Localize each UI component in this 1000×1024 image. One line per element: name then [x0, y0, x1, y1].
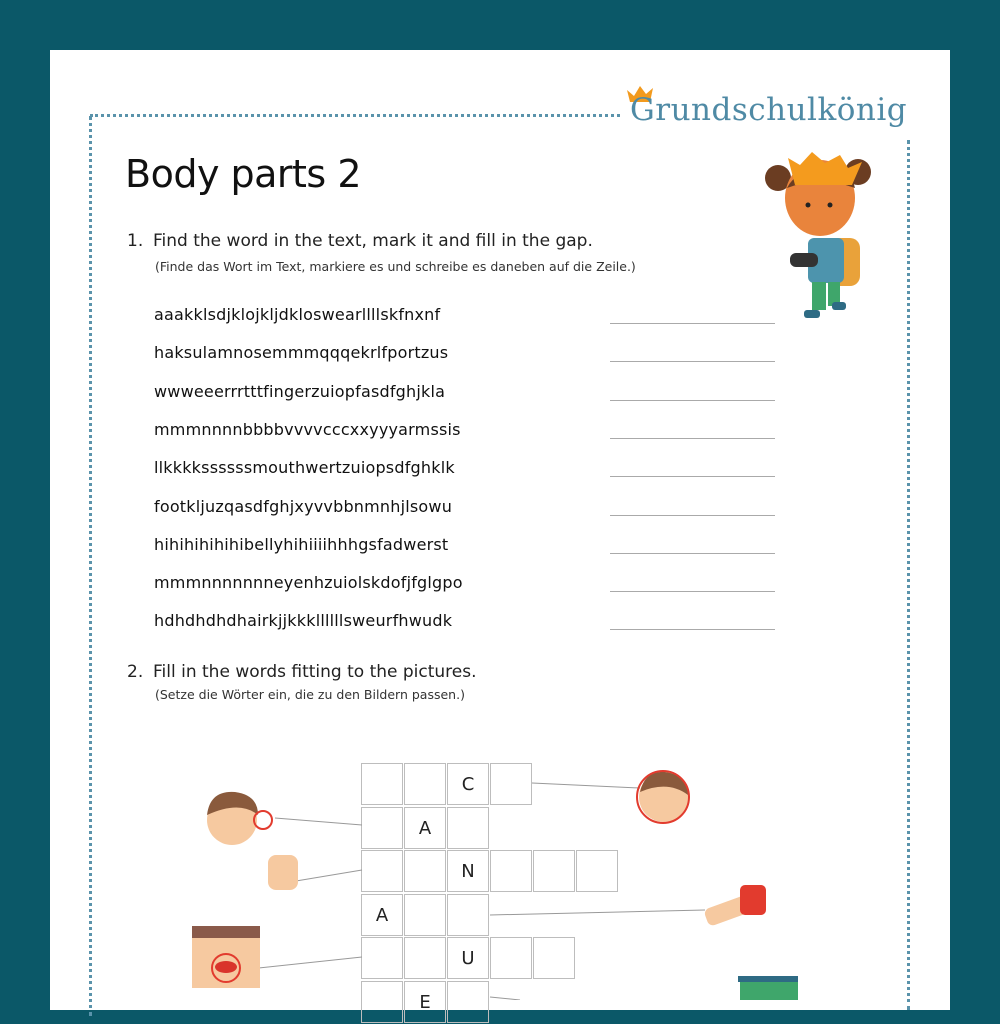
crossword-cell[interactable]: [447, 894, 489, 936]
task-text: Fill in the words fitting to the pictures.: [153, 662, 477, 682]
task-1-translation: (Finde das Wort im Text, markiere es und schreibe es daneben auf die Zeile.): [155, 259, 636, 274]
answer-line[interactable]: [610, 553, 775, 554]
search-text-line: hihihihihihibellyhihiiiihhhgsfadwerst: [154, 534, 449, 554]
crossword-cell[interactable]: U: [447, 937, 489, 979]
crossword-cell[interactable]: [404, 894, 446, 936]
crossword-cell[interactable]: [361, 937, 403, 979]
crossword-cell[interactable]: [490, 850, 532, 892]
crossword-cell[interactable]: A: [361, 894, 403, 936]
crossword-cell[interactable]: [533, 850, 575, 892]
dotted-border-right: [907, 140, 910, 1010]
answer-line[interactable]: [610, 323, 775, 324]
search-text-line: haksulamnosemmmqqqekrlfportzus: [154, 343, 449, 363]
crossword-cell[interactable]: [533, 937, 575, 979]
answer-line[interactable]: [610, 438, 775, 439]
search-text-line: mmmnnnnnnneyenhzuiolskdofjfglgpo: [154, 573, 463, 593]
answer-line[interactable]: [610, 515, 775, 516]
dotted-border-left: [89, 116, 92, 1016]
crossword-cell[interactable]: [576, 850, 618, 892]
search-text-line: aaakklsdjklojkljdkloswearllllskfnxnf: [154, 305, 441, 324]
crossword-cell[interactable]: [404, 850, 446, 892]
dotted-border-top: [90, 114, 620, 117]
crossword-cell[interactable]: [404, 937, 446, 979]
crossword-cell[interactable]: [490, 763, 532, 805]
crossword-cell[interactable]: E: [404, 981, 446, 1023]
task-1-instruction: [127, 231, 593, 251]
crossword-cell[interactable]: [447, 981, 489, 1023]
search-text-line: wwweeerrrtttfingerzuiopfasdfghjkla: [154, 381, 446, 401]
search-text-line: llkkkkssssssmouthwertzuiopsdfghklk: [154, 458, 455, 478]
crossword-cell[interactable]: C: [447, 763, 489, 805]
crossword-cell[interactable]: [361, 850, 403, 892]
task-text: Find the word in the text, mark it and fill in the gap.: [153, 231, 593, 251]
crossword-cell[interactable]: [404, 763, 446, 805]
answer-line[interactable]: [610, 629, 775, 630]
crossword-cell[interactable]: N: [447, 850, 489, 892]
task-number: 2.: [127, 662, 144, 682]
task-2-translation: (Setze die Wörter ein, die zu den Bildern passen.): [155, 687, 465, 702]
crossword-cell[interactable]: [361, 807, 403, 849]
crossword-cell[interactable]: [361, 981, 403, 1023]
answer-line[interactable]: [610, 400, 775, 401]
search-text-line: footkljuzqasdfghjxyvvbbnmnhjlsowu: [154, 496, 453, 516]
search-text-line: mmmnnnnbbbbvvvvcccxxyyyarmssis: [154, 419, 461, 439]
crossword-cell[interactable]: [361, 763, 403, 805]
answer-line[interactable]: [610, 476, 775, 477]
answer-line[interactable]: [610, 591, 775, 592]
answer-line[interactable]: [610, 361, 775, 362]
brand-logo: Grundschulkönig: [630, 92, 908, 128]
task-2-instruction: [127, 662, 477, 682]
page-title: Body parts 2: [125, 152, 361, 196]
search-text-line: hdhdhdhdhairkjjkkkllllllsweurfhwudk: [154, 611, 453, 631]
crossword-cell[interactable]: A: [404, 807, 446, 849]
crossword-cell[interactable]: [490, 937, 532, 979]
crossword-cell[interactable]: [447, 807, 489, 849]
task-number: 1.: [127, 231, 144, 251]
